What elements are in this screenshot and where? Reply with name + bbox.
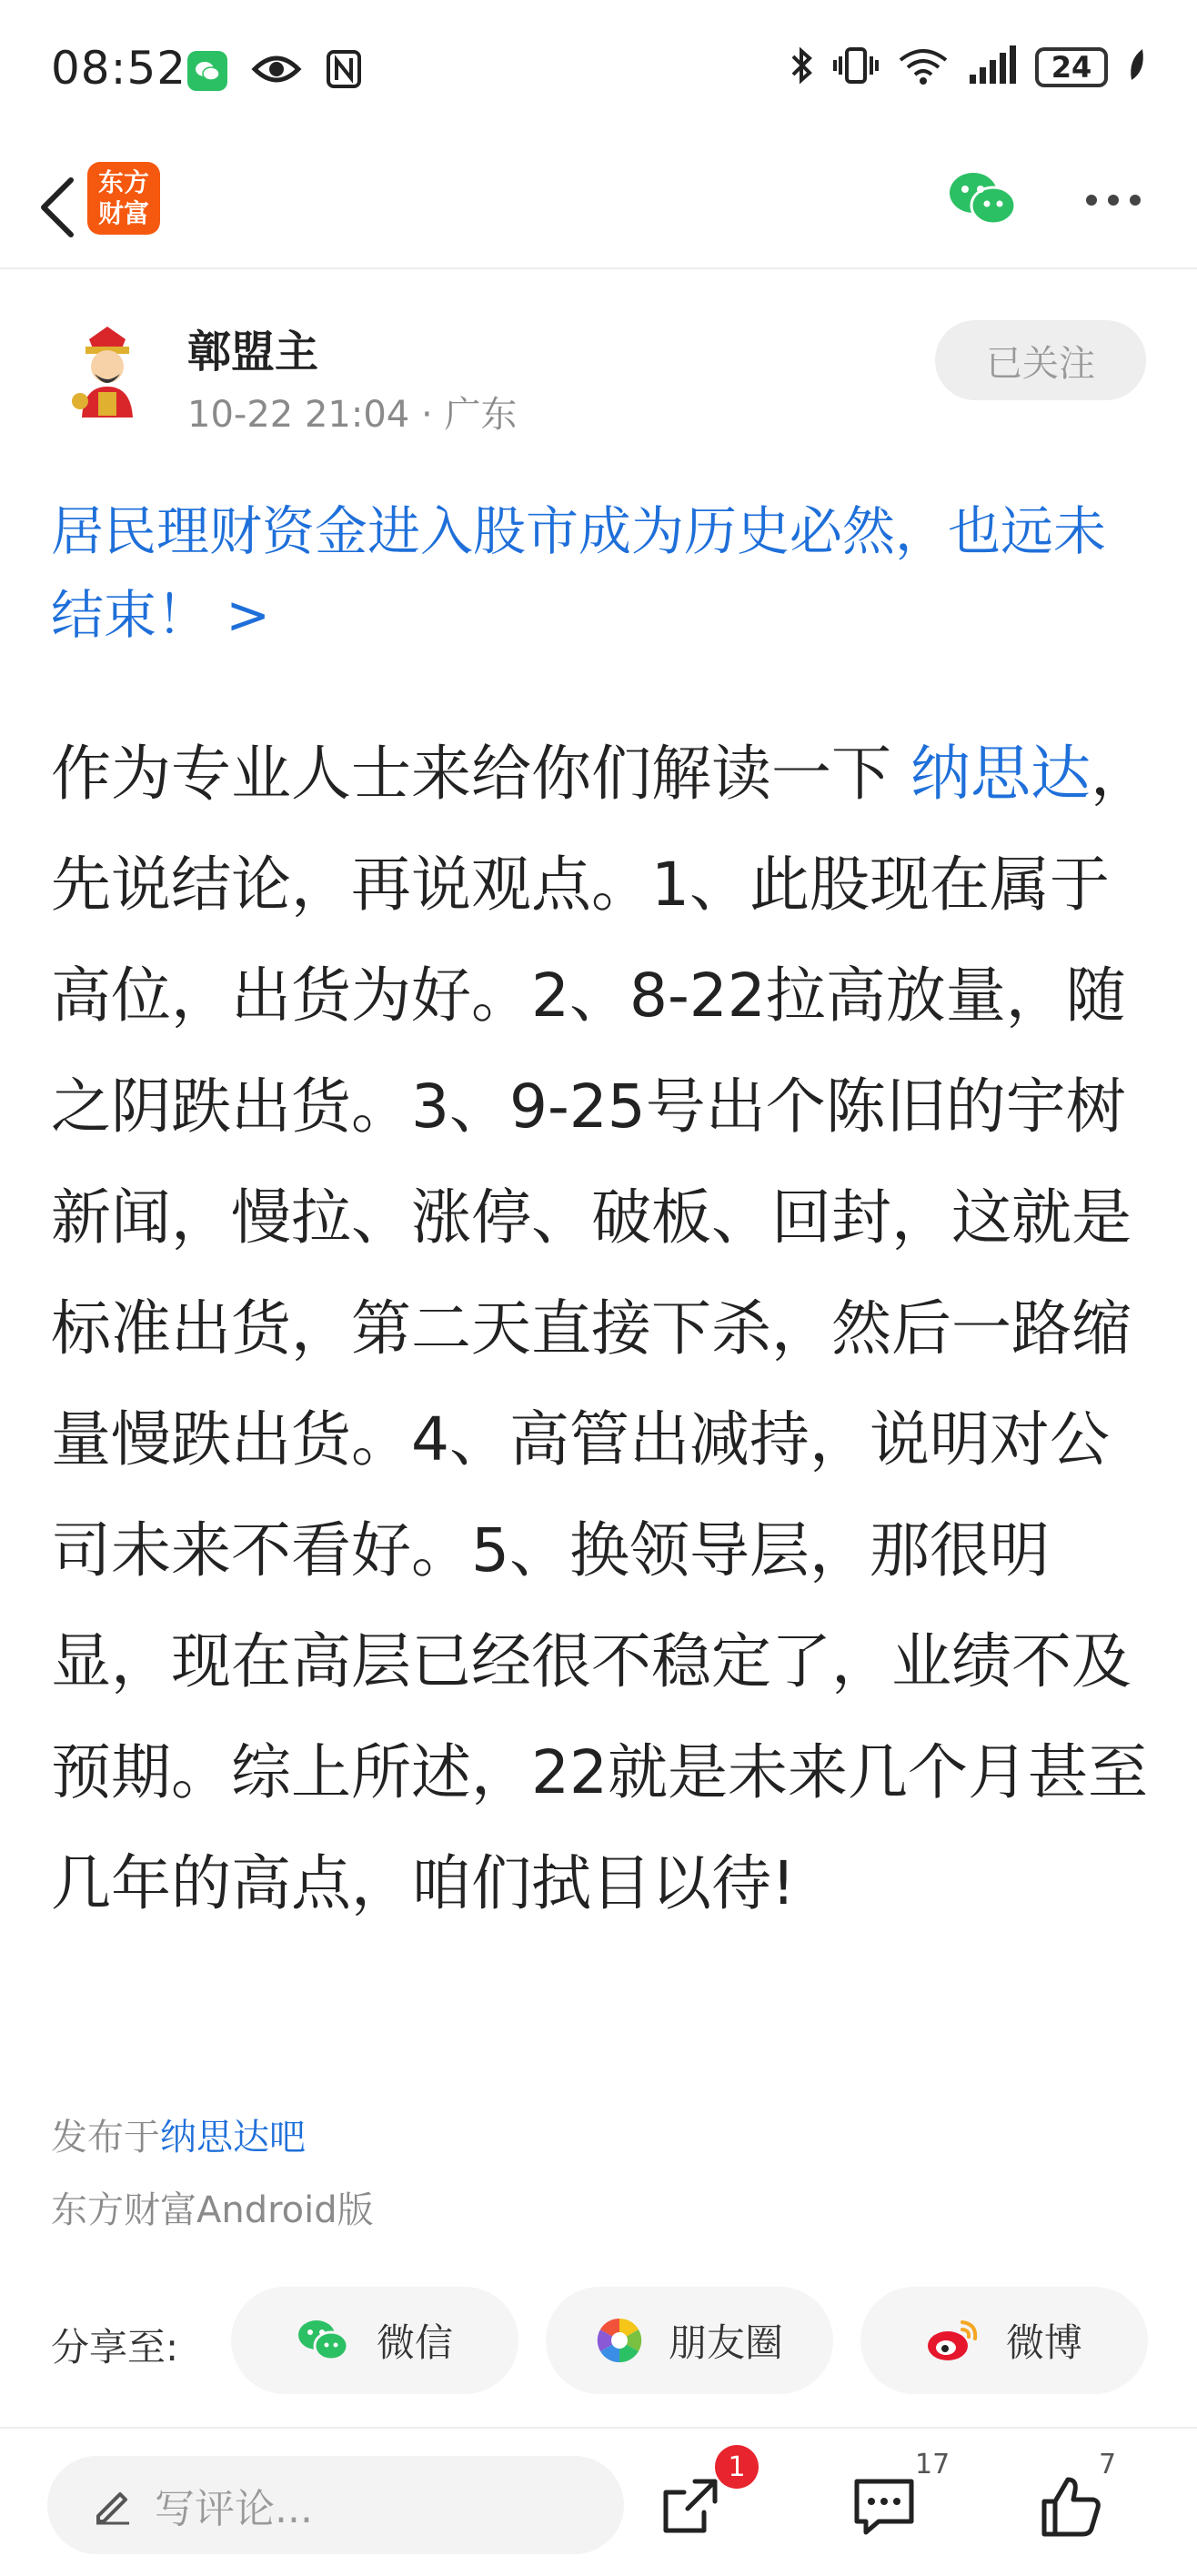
- author-name[interactable]: 鄣盟主: [187, 327, 319, 377]
- eastmoney-logo[interactable]: [87, 162, 160, 235]
- moments-icon: [596, 2317, 643, 2364]
- post-meta: [187, 386, 517, 438]
- share-wechat-label: 微信: [376, 2320, 453, 2365]
- post-body: [51, 719, 1153, 1939]
- post-title[interactable]: 居民理财资金进入股市成为历史必然，也远未结束！ >: [51, 500, 1107, 646]
- leaf-icon: [1126, 47, 1146, 87]
- share-label: 分享至:: [51, 2325, 179, 2370]
- status-time: 08:52: [51, 42, 187, 95]
- more-icon: [1084, 193, 1142, 207]
- share-button[interactable]: [653, 2470, 726, 2543]
- wifi-icon: [897, 45, 950, 89]
- share-weibo-label: 微博: [1005, 2320, 1082, 2365]
- nfc-icon: [326, 49, 362, 93]
- published-prefix: 发布于: [51, 2117, 160, 2158]
- logo-line-1: 东方: [97, 167, 149, 197]
- thumbs-up-icon: [1039, 2474, 1104, 2540]
- author-row: [0, 269, 1197, 451]
- comment-icon: [851, 2476, 917, 2538]
- comment-button[interactable]: [848, 2470, 920, 2543]
- stock-bar-link[interactable]: 纳思达吧: [160, 2117, 306, 2158]
- comment-count: 17: [915, 2449, 951, 2480]
- bottom-bar: [0, 2427, 1197, 2576]
- top-nav: [0, 146, 1197, 269]
- avatar[interactable]: [53, 318, 162, 428]
- like-button[interactable]: [1035, 2470, 1108, 2543]
- client-source: 东方财富Android版: [51, 2189, 374, 2231]
- pencil-icon: [93, 2485, 133, 2525]
- post-location: · 广东: [420, 394, 518, 436]
- back-arrow-icon: [36, 175, 76, 240]
- wechat-icon: [187, 51, 227, 91]
- more-button[interactable]: [1077, 173, 1150, 227]
- published-in: [51, 2108, 306, 2160]
- share-badge: 1: [715, 2445, 759, 2489]
- comment-placeholder: 写评论...: [155, 2486, 313, 2532]
- vibrate-icon: [833, 45, 879, 89]
- wechat-share-icon[interactable]: [946, 166, 1019, 231]
- share-row: [0, 2287, 1197, 2396]
- share-icon: [659, 2476, 720, 2538]
- eye-icon: [251, 51, 302, 91]
- status-bar: [0, 0, 1197, 146]
- stock-link[interactable]: 纳思达: [910, 739, 1091, 809]
- follow-button[interactable]: 已关注: [935, 320, 1146, 400]
- weibo-icon: [926, 2317, 981, 2364]
- share-weibo-button[interactable]: [860, 2287, 1148, 2394]
- signal-icon: [968, 45, 1017, 89]
- back-button[interactable]: [22, 167, 91, 247]
- status-left-icons: [187, 49, 362, 93]
- body-text-before: 作为专业人士来给你们解读一下: [51, 739, 910, 809]
- post-time: 10-22 21:04: [187, 394, 410, 436]
- like-count: 7: [1099, 2449, 1117, 2480]
- bluetooth-icon: [788, 45, 815, 89]
- share-moments-button[interactable]: [546, 2287, 833, 2394]
- battery-icon: 24: [1035, 47, 1108, 87]
- logo-line-2: 财富: [97, 198, 149, 228]
- share-wechat-button[interactable]: [231, 2287, 518, 2394]
- share-moments-label: 朋友圈: [668, 2320, 783, 2365]
- status-right-icons: [788, 45, 1146, 89]
- wechat-icon: [297, 2317, 351, 2364]
- body-text-after: ，先说结论，再说观点。1、此股现在属于高位，出货为好。2、8-22拉高放量，随之阴跌出货。3、9-25号出个陈旧的宇树新闻，慢拉、涨停、破板、回封，这就是标准出货，第二天直接下杀，然后一路缩量慢跌出货。4、高管出减持，说明对公司未来不看好。5、换领导层，那很明显，现在高层已经很不稳定了，业绩不及预期。综上所述，22就是未来几个月甚至几年的高点，咱们拭目以待!: [51, 739, 1151, 1918]
- comment-input[interactable]: [47, 2456, 624, 2554]
